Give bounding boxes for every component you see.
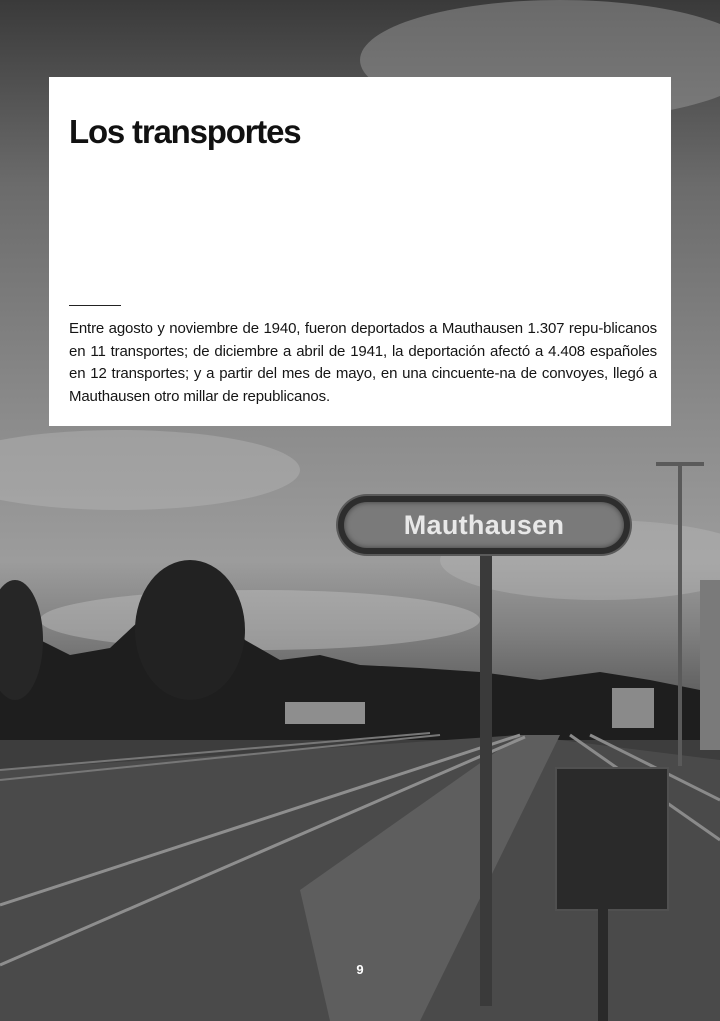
body-paragraph: Entre agosto y noviembre de 1940, fueron deportados a Mauthausen 1.307 repu-blicanos en 11 transportes; de diciembre a abril de 1941, la deportación afectó a 4.408 españoles en 12 transportes; y a partir del mes de mayo, en una cincuente-na de convoyes, llegó a Mauthausen otro millar de republicanos. <box>69 320 657 405</box>
station-sign <box>338 496 630 554</box>
station-sign-label: Mauthausen <box>403 509 565 540</box>
page-title: Los transportes <box>69 113 301 150</box>
divider-rule <box>69 305 121 306</box>
station-sign-panel <box>344 502 624 548</box>
page-number: 9 <box>356 962 364 977</box>
text-card <box>49 77 671 426</box>
